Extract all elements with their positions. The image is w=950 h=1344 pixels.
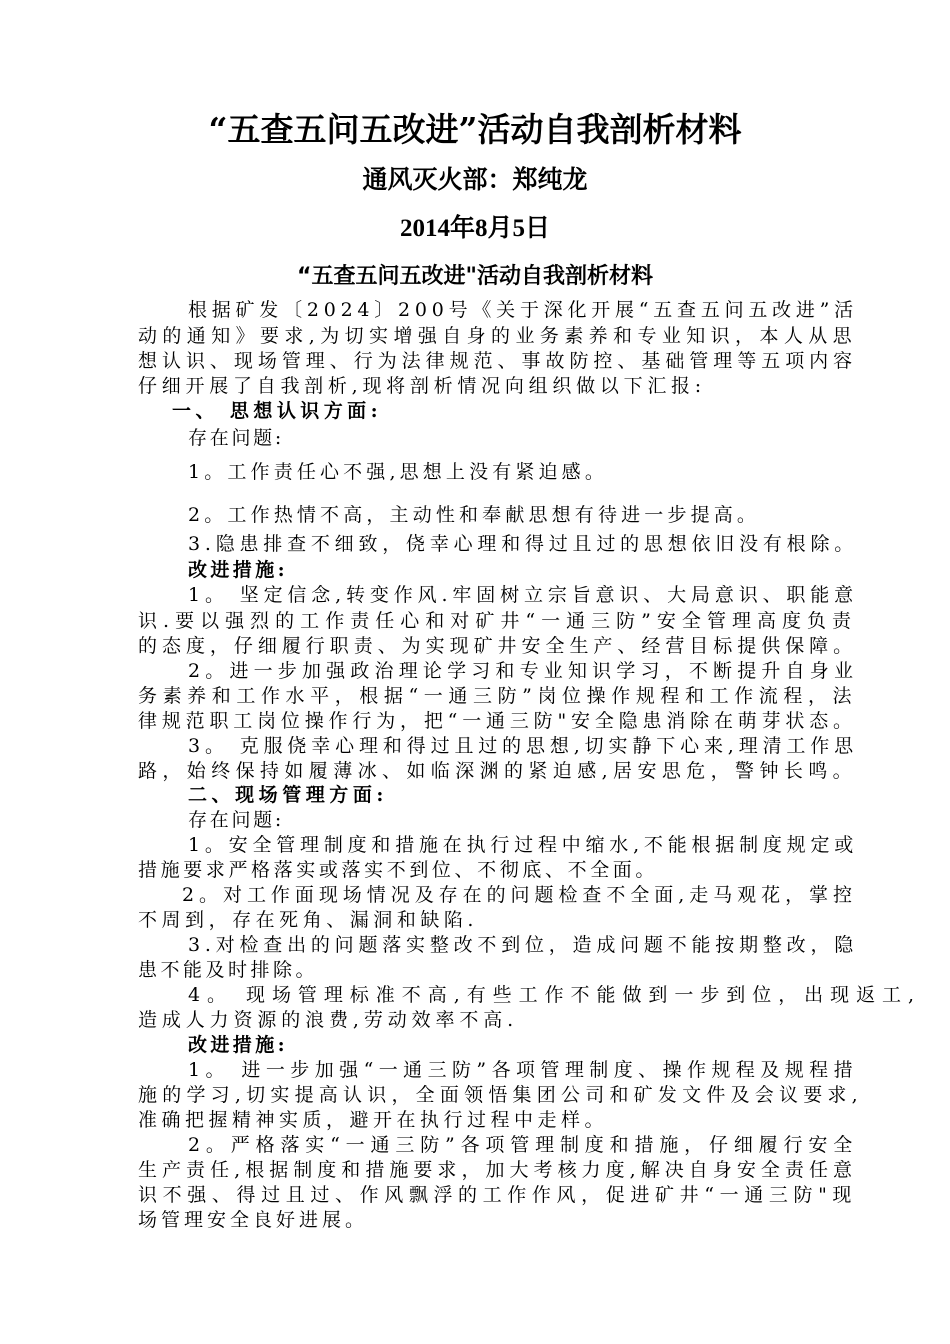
section-heading: 一、 思想认识方面: xyxy=(172,400,383,422)
paragraph-line: 的态度，仔细履行职责、为实现矿井安全生产、经营目标提供保障。 xyxy=(138,635,858,657)
document-title: “五查五问五改进”活动自我剖析材料 xyxy=(208,110,742,149)
paragraph-line: 2。对工作面现场情况及存在的问题检查不全面,走马观花，掌控 xyxy=(182,884,857,906)
section-heading: 二、现场管理方面: xyxy=(188,784,388,806)
paragraph-line: 律规范职工岗位操作行为，把“一通三防"安全隐患消除在萌芽状态。 xyxy=(138,710,857,732)
paragraph-line: 场管理安全良好进展。 xyxy=(138,1209,369,1231)
paragraph-line: 2。严格落实“一通三防”各项管理制度和措施，仔细履行安全 xyxy=(188,1134,859,1156)
paragraph-line: 仔细开展了自我剖析,现将剖析情况向组织做以下汇报: xyxy=(138,375,706,397)
paragraph-line: 4。 现场管理标准不高,有些工作不能做到一步到位，出现返工, xyxy=(188,984,922,1006)
paragraph-line: 患不能及时排除。 xyxy=(138,959,319,981)
paragraph-line: 识.要以强烈的工作责任心和对矿井“一通三防”安全管理高度负责 xyxy=(138,610,858,632)
paragraph-line: 措施要求严格落实或落实不到位、不彻底、不全面。 xyxy=(138,859,659,881)
paragraph-line: 1。 进一步加强“一通三防”各项管理制度、操作规程及规程措 xyxy=(188,1059,859,1081)
paragraph-line: 准确把握精神实质，避开在执行过程中走样。 xyxy=(138,1109,609,1131)
paragraph-line: 动的通知》要求,为切实增强自身的业务素养和专业知识，本人从思 xyxy=(138,325,858,347)
paragraph-line: 识不强、得过且过、作风飘浮的工作作风，促进矿井“一通三防"现 xyxy=(138,1184,858,1206)
paragraph-line: 2。工作热情不高，主动性和奉献思想有待进一步提高。 xyxy=(188,504,761,526)
paragraph-line: 施的学习,切实提高认识，全面领悟集团公司和矿发文件及会议要求, xyxy=(138,1084,863,1106)
paragraph-line: 3.对检查出的问题落实整改不到位，造成问题不能按期整改，隐 xyxy=(188,934,859,956)
paragraph-line: 1。工作责任心不强,思想上没有紧迫感。 xyxy=(188,461,608,483)
paragraph-line: 3.隐患排查不细致，侥幸心理和得过且过的思想依旧没有根除。 xyxy=(188,533,859,555)
paragraph-line: 1。安全管理制度和措施在执行过程中缩水,不能根据制度规定或 xyxy=(188,834,859,856)
paragraph-line: 3。 克服侥幸心理和得过且过的思想,切实静下心来,理清工作思 xyxy=(188,735,859,757)
paragraph-line: 路，始终保持如履薄冰、如临深渊的紧迫感,居安思危，警钟长鸣。 xyxy=(138,760,858,782)
paragraph-line: 存在问题: xyxy=(188,809,285,831)
paragraph-line: 造成人力资源的浪费,劳动效率不高. xyxy=(138,1009,519,1031)
paragraph-line: 不周到，存在死角、漏洞和缺陷. xyxy=(138,909,478,931)
paragraph-line: 务素养和工作水平，根据“一通三防”岗位操作规程和工作流程，法 xyxy=(138,685,858,707)
paragraph-line: 根据矿发〔2024〕200号《关于深化开展“五查五问五改进”活 xyxy=(188,299,858,321)
document-date: 2014年8月5日 xyxy=(399,215,550,242)
paragraph-line: 想认识、现场管理、行为法律规范、事故防控、基础管理等五项内容 xyxy=(138,350,858,372)
section-heading: 改进措施: xyxy=(188,1034,289,1056)
section-heading: 改进措施: xyxy=(188,559,289,581)
paragraph-line: 1。 坚定信念,转变作风.牢固树立宗旨意识、大局意识、职能意 xyxy=(188,584,859,606)
document-subtitle: “五查五问五改进"活动自我剖析材料 xyxy=(297,264,653,289)
paragraph-line: 存在问题: xyxy=(188,427,285,449)
paragraph-line: 2。进一步加强政治理论学习和专业知识学习，不断提升自身业 xyxy=(188,660,859,682)
author-line: 通风灭火部：郑纯龙 xyxy=(362,165,588,194)
paragraph-line: 生产责任,根据制度和措施要求，加大考核力度,解决自身安全责任意 xyxy=(138,1159,858,1181)
